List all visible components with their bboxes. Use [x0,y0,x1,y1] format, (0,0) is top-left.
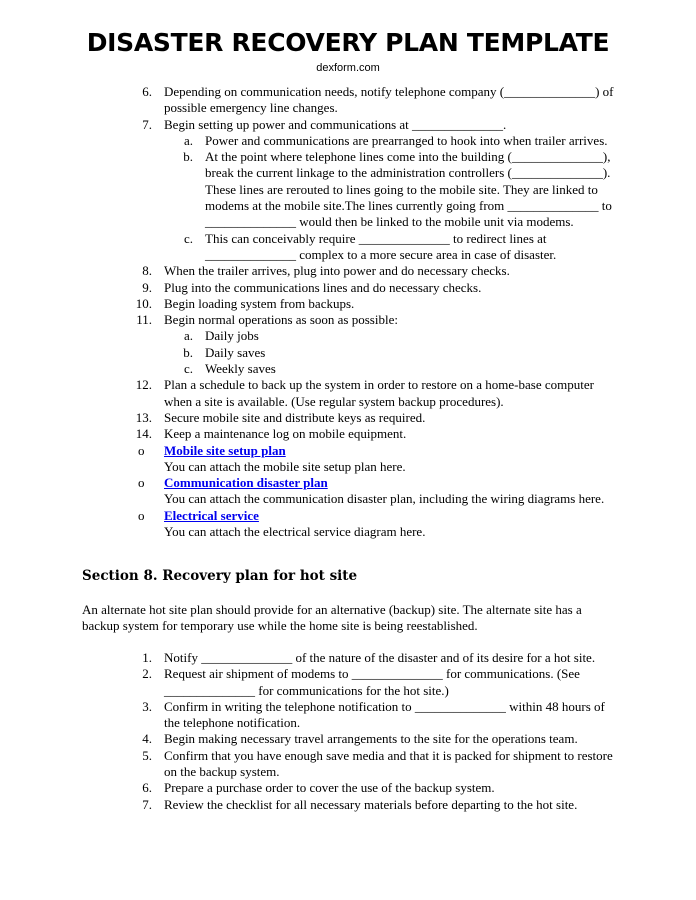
sub-item-letter: b. [183,149,193,165]
section-intro: An alternate hot site plan should provide for an alternative (backup) site. The alternate site has a backup system for temporary use while the home site is being reestablished. [82,602,582,634]
bullet-marker: o [138,507,145,523]
item-number: 8. [142,263,152,279]
attachment-item [0,443,696,476]
hot-site-steps-list [0,650,696,813]
sub-list-item [0,149,696,230]
list-item [0,797,696,813]
sub-item-letter: b. [183,344,193,360]
sub-list-item [0,133,696,149]
item-number: 7. [142,116,152,132]
list-item [0,280,696,296]
list-item [0,699,696,732]
list-item [0,377,696,410]
list-item [0,748,696,781]
list-item [0,780,696,796]
list-item [0,666,696,699]
item-text: Begin normal operations as soon as possible: [164,312,398,328]
bullet-marker: o [138,475,145,491]
list-item [0,312,696,328]
electrical-service-link[interactable]: Electrical service [164,507,259,523]
item-text: Secure mobile site and distribute keys as required. [164,409,426,425]
sub-item-letter: a. [183,328,193,344]
item-number: 12. [135,377,152,393]
mobile-site-setup-plan-link[interactable]: Mobile site setup plan [164,442,286,458]
section-heading: Section 8. Recovery plan for hot site [82,568,358,584]
item-text: Request air shipment of modems to ______________ for communications. (See ______________ for communications for the hot site.) [164,666,580,698]
communication-disaster-plan-link[interactable]: Communication disaster plan [164,475,328,491]
item-text: Review the checklist for all necessary materials before departing to the hot site. [164,796,578,812]
item-number: 1. [142,650,152,665]
item-text: Notify ______________ of the nature of the disaster and of its desire for a hot site. [164,650,596,665]
list-item [0,117,696,133]
item-text: Plug into the communications lines and do necessary checks. [164,279,482,295]
attachment-item [0,508,696,541]
item-number: 6. [142,84,152,99]
list-item [0,650,696,666]
sub-list-item [0,345,696,361]
sub-item-letter: c. [183,361,193,377]
attachment-description: You can attach the communication disaster plan, including the wiring diagrams here. [164,491,605,507]
item-number: 10. [135,295,152,311]
attachment-description: You can attach the mobile site setup plan here. [164,458,406,474]
item-text: Begin loading system from backups. [164,295,355,311]
item-number: 11. [136,312,152,328]
item-text: Prepare a purchase order to cover the use of the backup system. [164,780,495,796]
sub-item-letter: c. [183,230,193,246]
item-number: 7. [142,796,152,812]
item-text: Plan a schedule to back up the system in order to restore on a home-base computer when a site is available. (Use regular system backup procedures). [164,377,594,409]
item-text: Depending on communication needs, notify telephone company (______________) of possible emergency line changes. [164,84,614,116]
item-number: 6. [142,780,152,796]
item-number: 5. [142,747,152,763]
item-text: When the trailer arrives, plug into power and do necessary checks. [164,263,510,279]
sub-item-text: Daily jobs [205,328,259,344]
item-number: 2. [142,666,152,682]
document-source: dexform.com [316,62,380,74]
list-item [0,426,696,442]
sub-item-text: Power and communications are prearranged to hook into when trailer arrives. [205,132,608,148]
item-number: 13. [135,409,152,425]
item-text: Confirm that you have enough save media and that it is packed for shipment to restore on the backup system. [164,747,613,780]
item-text: Begin making necessary travel arrangements to the site for the operations team. [164,731,578,747]
recovery-steps-list [0,84,696,540]
list-item [0,410,696,426]
item-number: 3. [142,698,152,714]
list-item [0,296,696,312]
sub-item-text: Weekly saves [205,361,276,377]
sub-item-text: At the point where telephone lines come into the building (______________), break the current linkage to the administration controllers (______________). These lines are rerouted to lines going to the mobile site. They are linked to modems at the mobile site.The lines currently going from ______________ to ______________ would then be linked to the mobile unit via modems. [205,149,612,230]
sub-item-text: This can conceivably require ______________ to redirect lines at ______________ complex to a more secure area in case of disaster. [205,230,557,262]
item-number: 9. [142,279,152,295]
bullet-marker: o [138,442,145,458]
sub-item-letter: a. [183,132,193,148]
list-item [0,263,696,279]
item-number: 14. [135,426,152,442]
list-item [0,84,696,117]
document-title: DISASTER RECOVERY PLAN TEMPLATE [86,28,610,57]
sub-list-item [0,231,696,264]
attachment-description: You can attach the electrical service diagram here. [164,524,426,540]
item-text: Keep a maintenance log on mobile equipment. [164,426,407,442]
attachment-item [0,475,696,508]
sub-list-item [0,361,696,377]
item-number: 4. [142,731,152,747]
sub-item-text: Daily saves [205,344,266,360]
list-item [0,731,696,747]
item-text: Confirm in writing the telephone notification to ______________ within 48 hours of the telephone notification. [164,698,605,731]
sub-list-item [0,328,696,344]
item-text: Begin setting up power and communications at ______________. [164,116,507,132]
